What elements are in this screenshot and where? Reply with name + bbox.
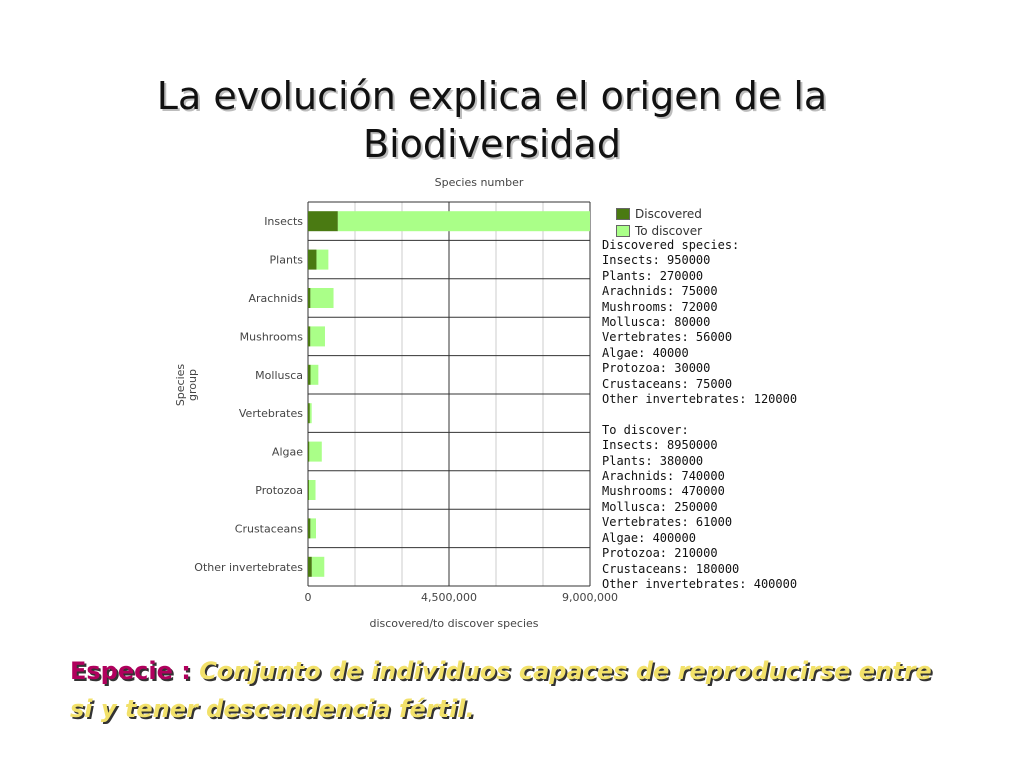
legend-swatch-to-discover — [616, 225, 630, 237]
notes-to-discover-line: Insects: 8950000 — [602, 438, 718, 453]
notes-to-discover-line: Vertebrates: 61000 — [602, 515, 733, 530]
bar-discovered — [308, 250, 316, 270]
x-tick-label: 4,500,000 — [421, 591, 477, 604]
notes-discovered-line: Other invertebrates: 120000 — [602, 392, 798, 407]
notes-to-discover-line: Plants: 380000 — [602, 453, 704, 468]
notes-to-discover-list — [602, 438, 842, 592]
chart-legend — [616, 205, 836, 239]
bar-to-discover — [310, 288, 333, 308]
y-tick-label: Vertebrates — [238, 407, 303, 421]
x-tick-label: 0 — [304, 591, 312, 604]
y-axis-label-word: group — [186, 369, 199, 401]
notes-to-discover-line: Mushrooms: 470000 — [602, 484, 725, 499]
bar-to-discover — [316, 250, 328, 270]
y-tick-label: Insects — [264, 215, 303, 229]
bar-discovered — [308, 326, 310, 346]
bar-discovered — [308, 403, 310, 423]
notes-to-discover-line: Mollusca: 250000 — [602, 499, 718, 514]
bar-discovered — [308, 480, 309, 500]
notes-discovered-line: Mollusca: 80000 — [602, 315, 711, 330]
y-tick-label: Mollusca — [255, 368, 303, 382]
legend-item-to-discover — [616, 222, 836, 239]
slide-title-line-1: La evolución explica el origen de la — [156, 74, 828, 118]
bar-to-discover — [312, 557, 325, 577]
bar-discovered — [308, 442, 309, 462]
bar-to-discover — [338, 211, 590, 231]
y-tick-label: Arachnids — [248, 292, 303, 305]
notes-discovered-list — [602, 253, 842, 407]
y-tick-label: Plants — [269, 253, 303, 267]
bar-to-discover — [310, 403, 312, 423]
notes-to-discover-line: Arachnids: 740000 — [602, 469, 725, 484]
notes-discovered-line: Insects: 950000 — [602, 253, 711, 268]
bar-to-discover — [311, 365, 319, 385]
y-tick-label: Crustaceans — [234, 522, 303, 536]
definition-separator: : — [172, 657, 200, 685]
legend-label-discovered: Discovered — [635, 206, 702, 221]
notes-to-discover-line: Algae: 400000 — [602, 530, 696, 545]
x-tick-label: 9,000,000 — [562, 591, 618, 604]
notes-discovered-line: Crustaceans: 75000 — [602, 376, 733, 391]
y-tick-label: Other invertebrates — [194, 560, 303, 574]
notes-discovered-line: Protozoa: 30000 — [602, 361, 711, 376]
bar-discovered — [308, 518, 310, 538]
notes-to-discover-line: Protozoa: 210000 — [602, 546, 718, 561]
notes-to-discover-line: Other invertebrates: 400000 — [602, 576, 798, 591]
bar-to-discover — [310, 518, 316, 538]
bar-discovered — [308, 365, 311, 385]
bar-discovered — [308, 288, 310, 308]
legend-item-discovered — [616, 205, 836, 222]
notes-discovered-line: Algae: 40000 — [602, 345, 689, 360]
definition-body: Conjunto de individuos capaces de reproducirse entre si y tener descendencia fértil. — [70, 657, 932, 723]
y-axis-label-word: Species — [174, 363, 187, 407]
x-axis-label: discovered/to discover species — [369, 617, 539, 630]
notes-to-discover-heading: To discover: — [602, 422, 689, 437]
bar-to-discover — [310, 326, 325, 346]
notes-discovered-line: Mushrooms: 72000 — [602, 299, 718, 314]
bar-discovered — [308, 557, 312, 577]
notes-discovered-line: Arachnids: 75000 — [602, 284, 718, 299]
notes-discovered-line: Vertebrates: 56000 — [602, 330, 733, 345]
slide-title-line-2: Biodiversidad — [363, 122, 621, 166]
definition-text — [70, 652, 950, 728]
y-tick-label: Protozoa — [255, 484, 303, 497]
bar-to-discover — [309, 442, 322, 462]
chart-title: Species number — [434, 176, 524, 189]
bar-to-discover — [309, 480, 316, 500]
y-tick-label: Algae — [271, 445, 303, 459]
legend-swatch-discovered — [616, 208, 630, 220]
notes-discovered-heading: Discovered species: — [602, 238, 740, 252]
y-tick-label: Mushrooms — [239, 330, 303, 344]
species-notes — [602, 238, 842, 592]
y-axis-label — [174, 364, 199, 407]
notes-discovered-line: Plants: 270000 — [602, 268, 704, 283]
notes-to-discover-line: Crustaceans: 180000 — [602, 561, 740, 576]
bar-discovered — [308, 211, 338, 231]
definition-term: Especie — [70, 657, 173, 685]
legend-label-to-discover: To discover — [635, 223, 703, 238]
